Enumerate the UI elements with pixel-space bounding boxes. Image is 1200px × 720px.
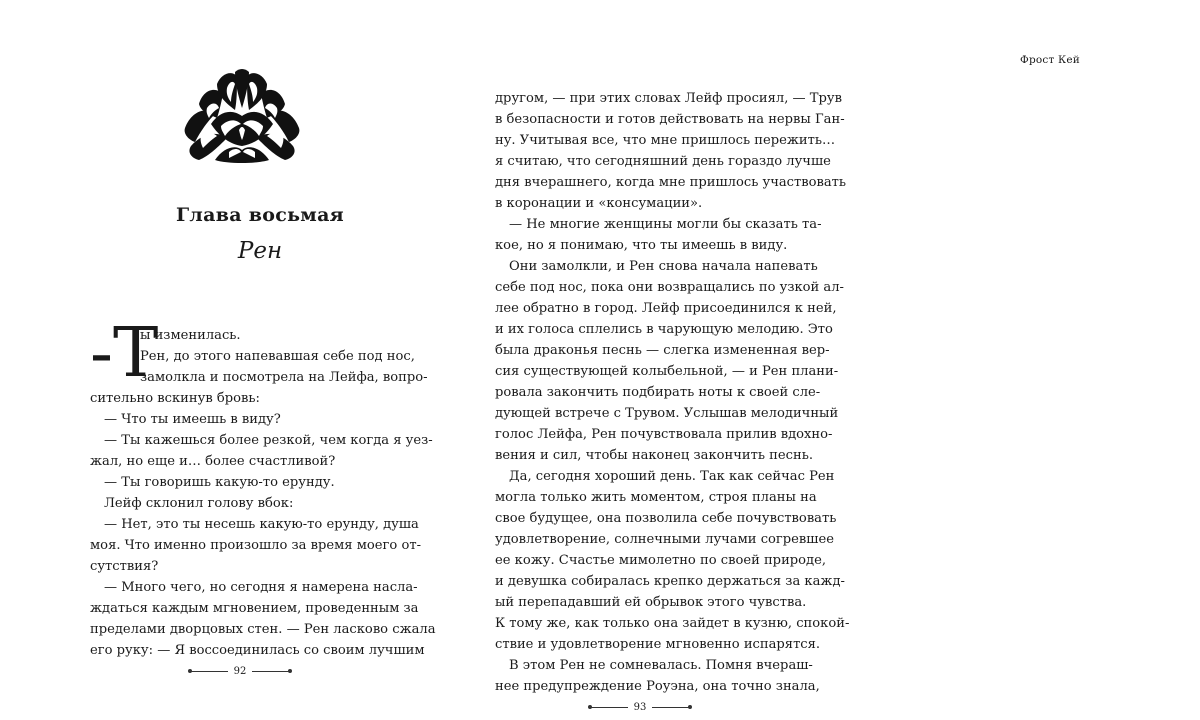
text-line: была драконья песнь — слегка измененная вер- (495, 343, 830, 358)
text-line: — Нет, это ты несешь какую-то ерунду, душа (104, 517, 419, 532)
text-line: Они замолкли, и Рен снова начала напевать (509, 259, 818, 274)
text-line: лее обратно в город. Лейф присоединился к ней, (495, 301, 837, 316)
text-line: кое, но я понимаю, что ты имеешь в виду. (495, 238, 788, 253)
text-line: ее кожу. Счастье мимолетно по своей природе, (495, 553, 827, 568)
text-line: — Ты говоришь какую-то ерунду. (104, 475, 335, 490)
text-line: ждаться каждым мгновением, проведенным за (90, 601, 419, 616)
folio-rule (590, 707, 628, 708)
text-line: вения и сил, чтобы наконец закончить песнь. (495, 448, 813, 463)
text-line: ый перепадавший ей обрывок этого чувства. (495, 595, 807, 610)
text-line: Рен, до этого напевавшая себе под нос, (140, 349, 415, 364)
text-line: — Ты кажешься более резкой, чем когда я уез- (104, 433, 433, 448)
text-line: голос Лейфа, Рен почувствовала прилив вдохно- (495, 427, 833, 442)
text-line: — Что ты имеешь в виду? (104, 412, 281, 427)
folio-rule (190, 671, 228, 672)
folio-rule (652, 707, 690, 708)
text-line: свое будущее, она позволила себе почувствовать (495, 511, 837, 526)
text-line: себе под нос, пока они возвращались по узкой ал- (495, 280, 844, 295)
page-number: 92 (233, 665, 247, 677)
peony-flower-icon (181, 68, 303, 164)
text-line: и девушка собиралась крепко держаться за кажд- (495, 574, 845, 589)
text-line: я считаю, что сегодняшний день гораздо лучше (495, 154, 831, 169)
text-line: удовлетворение, солнечными лучами согревшее (495, 532, 834, 547)
text-line: ну. Учитывая все, что мне пришлось пережить… (495, 133, 836, 148)
page-number-left (170, 664, 310, 678)
text-line: в безопасности и готов действовать на нервы Ган- (495, 112, 845, 127)
text-line: сутствия? (90, 559, 159, 574)
text-line: дня вчерашнего, когда мне пришлось участвовать (495, 175, 847, 190)
text-line: ровала закончить подбирать ноты к своей сле- (495, 385, 821, 400)
text-line: жал, но еще и… более счастливой? (90, 454, 336, 469)
text-line: могла только жить моментом, строя планы на (495, 490, 817, 505)
text-line: ствие и удовлетворение мгновенно испарятся. (495, 637, 821, 652)
text-line: нее предупреждение Роуэна, она точно знала, (495, 679, 820, 694)
text-line: и их голоса сплелись в чарующую мелодию. Это (495, 322, 833, 337)
running-head: Фрост Кей (1020, 54, 1080, 66)
text-line: его руку: — Я воссоединилась со своим лучшим (90, 643, 425, 658)
chapter-character-name: Рен (237, 238, 283, 264)
text-line: другом, — при этих словах Лейф просиял, — Трув (495, 91, 842, 106)
text-line: сительно вскинув бровь: (90, 391, 260, 406)
text-line: пределами дворцовых стен. — Рен ласково сжала (90, 622, 436, 637)
text-line: дующей встрече с Трувом. Услышав мелодичный (495, 406, 839, 421)
page-number: 93 (633, 701, 647, 713)
drop-cap: -Т (90, 314, 159, 393)
text-line: Лейф склонил голову вбок: (104, 496, 294, 511)
text-line: ы изменилась. (140, 328, 241, 343)
text-line: сия существующей колыбельной, — и Рен плани- (495, 364, 839, 379)
text-line: — Много чего, но сегодня я намерена насла- (104, 580, 418, 595)
chapter-title: Глава восьмая (175, 204, 345, 226)
folio-rule (252, 671, 290, 672)
text-line: замолкла и посмотрела на Лейфа, вопро- (140, 370, 428, 385)
text-line: Да, сегодня хороший день. Так как сейчас Рен (509, 469, 835, 484)
text-line: — Не многие женщины могли бы сказать та- (509, 217, 822, 232)
left-page (0, 0, 480, 720)
page-number-right (570, 700, 710, 714)
text-line: К тому же, как только она зайдет в кузню, спокой- (495, 616, 850, 631)
text-line: моя. Что именно произошло за время моего от- (90, 538, 421, 553)
text-line: В этом Рен не сомневалась. Помня вчераш- (509, 658, 813, 673)
text-line: в коронации и «консумации». (495, 196, 703, 211)
